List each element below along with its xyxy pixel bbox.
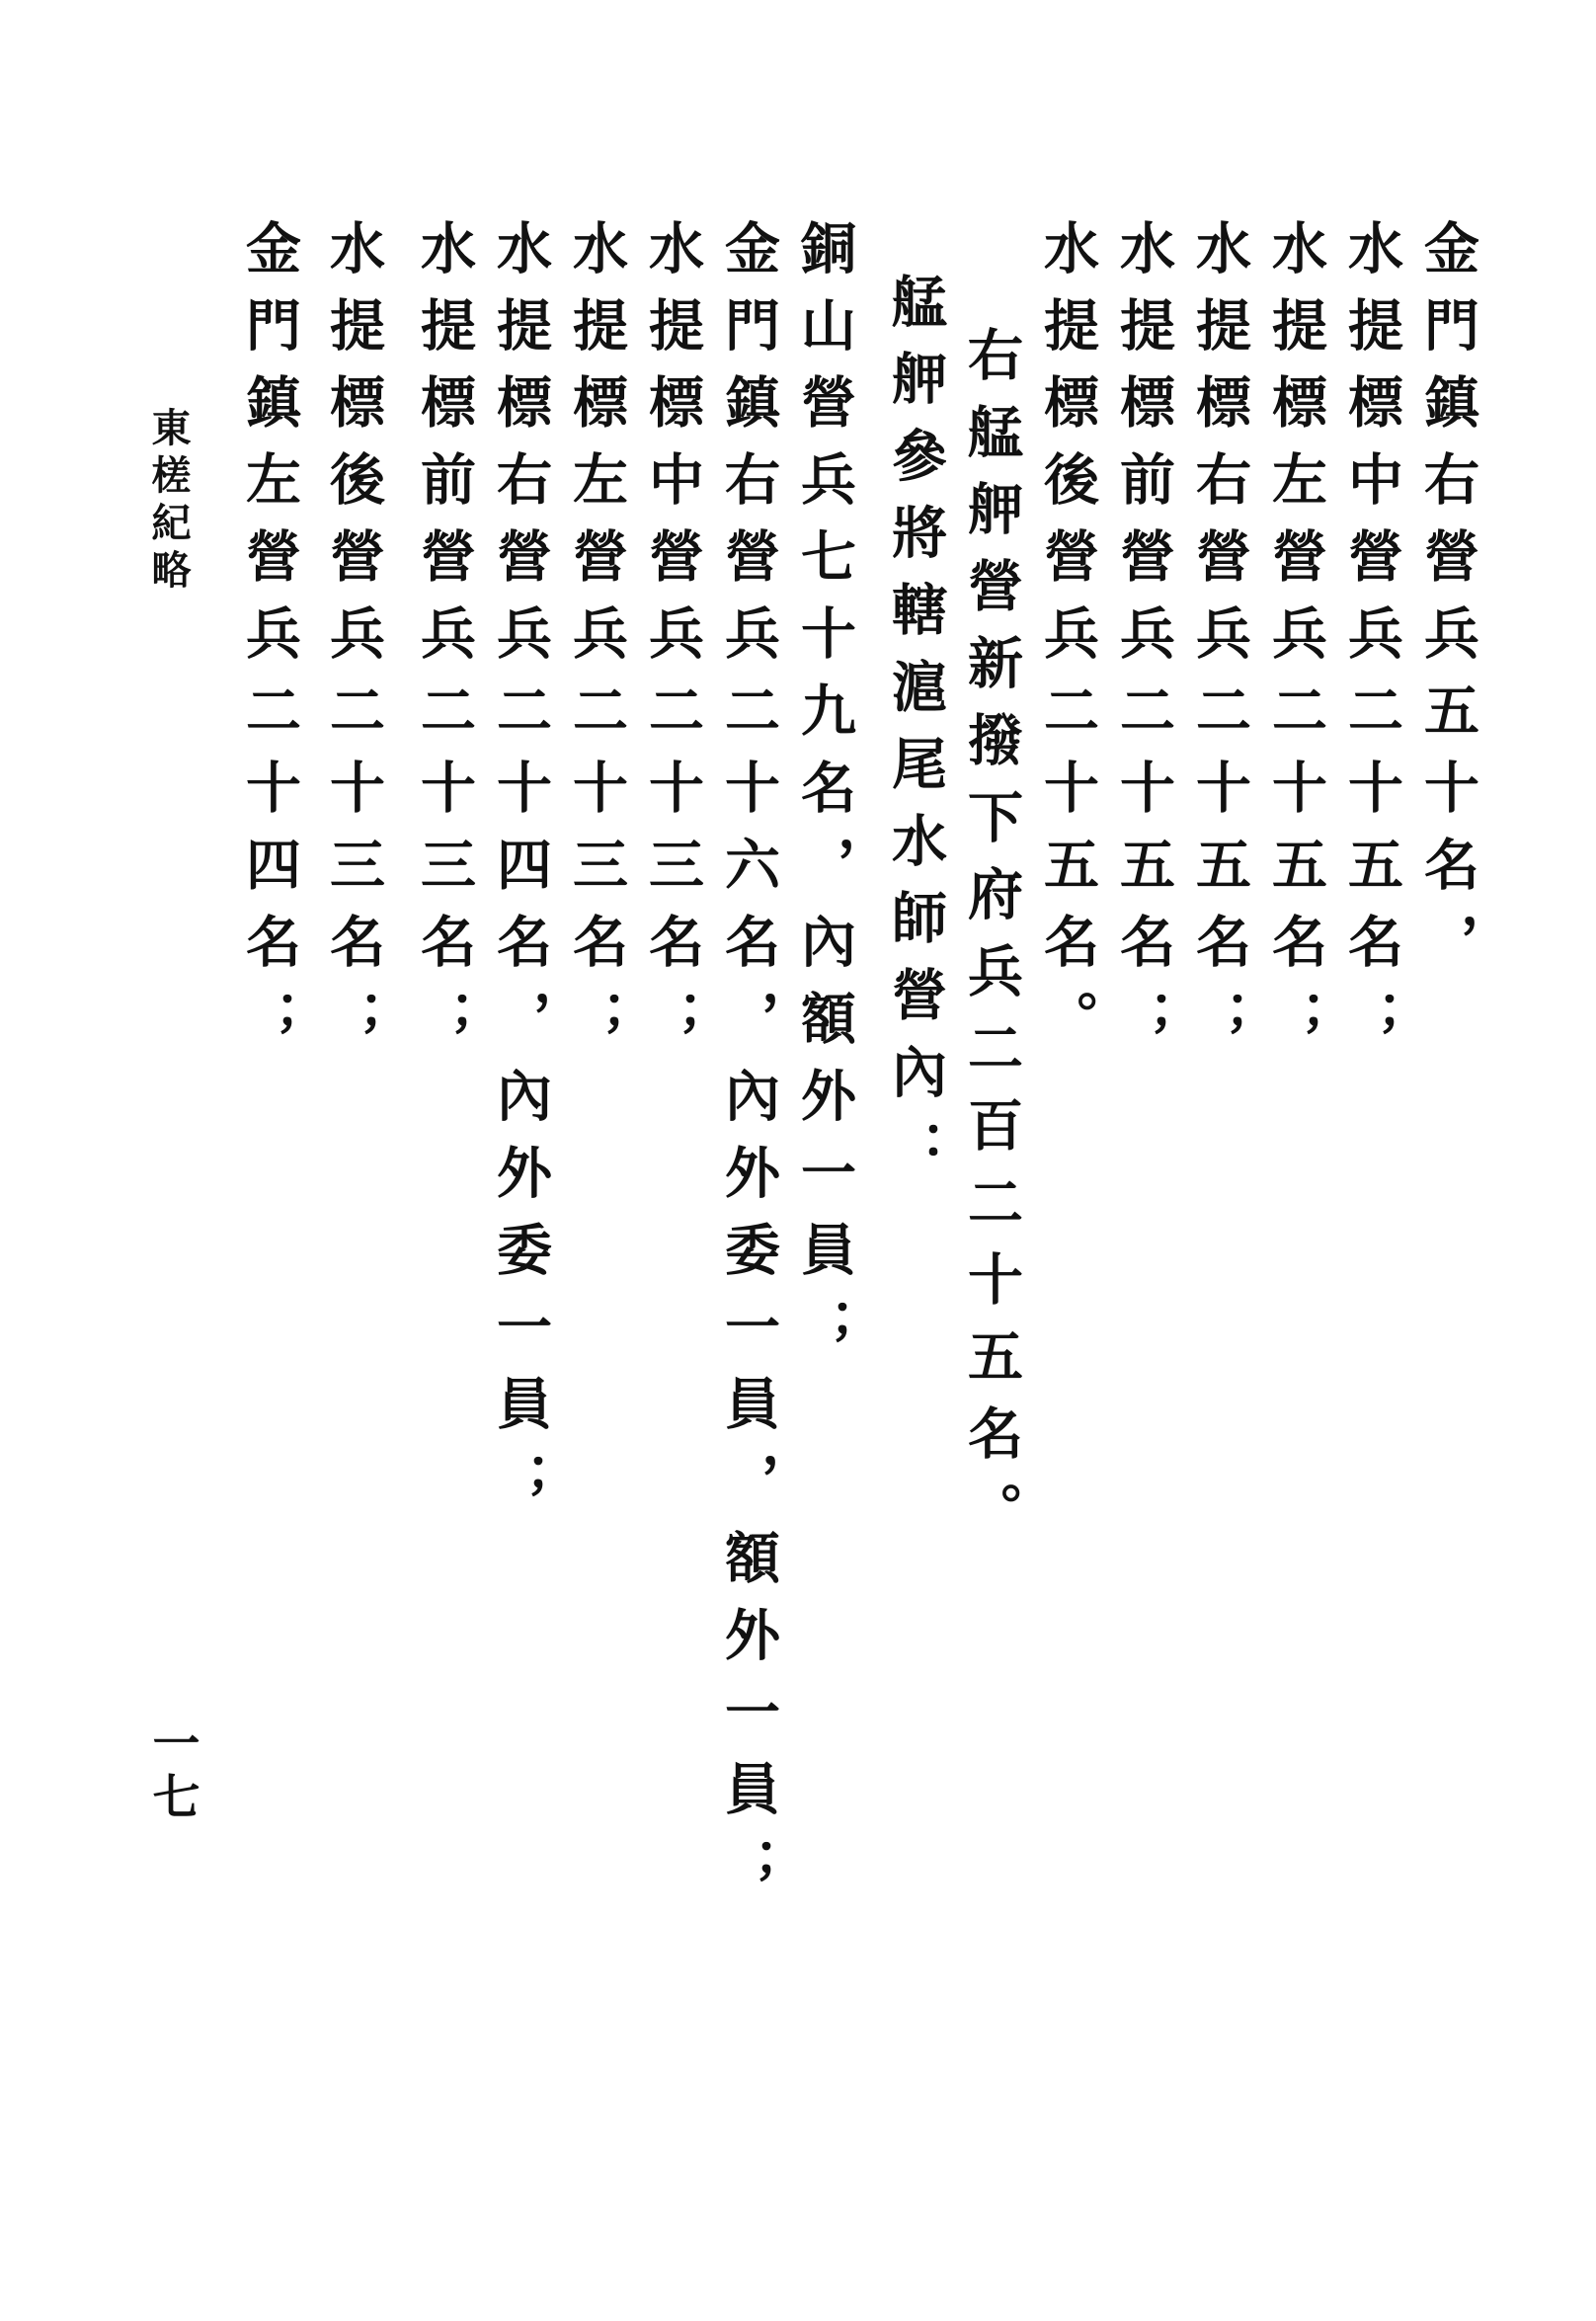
text-column-12: 水提標左營兵二十三名；: [564, 219, 629, 1067]
text-column-9: 銅山營兵七十九名，內額外一員；: [792, 219, 857, 1375]
text-column-2: 水提標中營兵二十五名；: [1339, 219, 1404, 1067]
text-column-7: 右艋舺營新撥下府兵二百二十五名。: [959, 326, 1024, 1559]
text-column-14: 水提標前營兵二十三名；: [412, 219, 477, 1067]
text-column-15: 水提標後營兵二十三名；: [321, 219, 386, 1067]
text-column-8: 艋舺參將轄滬尾水師營內：: [883, 273, 948, 1197]
text-column-1: 金門鎮右營兵五十名，: [1415, 219, 1480, 990]
text-column-5: 水提標前營兵二十五名；: [1111, 219, 1176, 1067]
text-column-10: 金門鎮右營兵二十六名，內外委一員，額外一員；: [716, 219, 781, 1914]
text-column-13: 水提標右營兵二十四名，內外委一員；: [488, 219, 553, 1529]
text-column-11: 水提標中營兵二十三名；: [640, 219, 705, 1067]
page-number: 一七: [144, 1719, 200, 1825]
text-column-16: 金門鎮左營兵二十四名；: [237, 219, 302, 1067]
text-column-4: 水提標右營兵二十五名；: [1187, 219, 1252, 1067]
text-column-6: 水提標後營兵二十五名。: [1035, 219, 1100, 1067]
text-column-3: 水提標左營兵二十五名；: [1263, 219, 1328, 1067]
running-head: 東槎紀略: [145, 407, 192, 597]
